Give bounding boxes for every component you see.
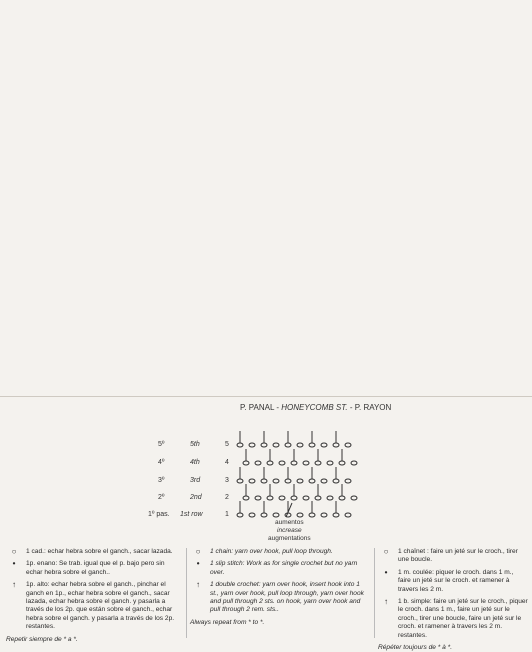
legend-item	[6, 548, 182, 556]
chain-mark	[249, 443, 255, 447]
chain-mark	[309, 443, 315, 447]
legend-item	[378, 598, 528, 640]
row-label-fr-3: 3	[225, 477, 229, 484]
slip-stitch-symbol-icon: •	[384, 567, 388, 577]
legend-footnote: Always repeat from * to *.	[190, 618, 265, 626]
chain-mark	[333, 443, 339, 447]
chain-mark	[237, 443, 243, 447]
chain-mark	[339, 496, 345, 500]
legend-text: 1 double crochet: yarn over hook, insert hook into 1 st., yarn over hook, pull loop through, yarn over hook and pull through 2 sts. on hook, yarn over hook and pull through 2 rem. sts..	[210, 581, 364, 614]
chain-mark	[285, 443, 291, 447]
chain-mark	[345, 443, 351, 447]
row-label-es-4: 4º	[158, 459, 165, 466]
row-label-fr-1: 1	[225, 511, 229, 518]
chain-mark	[291, 496, 297, 500]
chain-mark	[327, 496, 333, 500]
row-label-en-2: 2nd	[190, 494, 202, 501]
legend-text: 1 slip stitch: Work as for single crochet but no yarn over.	[210, 560, 358, 576]
chain-mark	[309, 513, 315, 517]
chain-mark	[351, 496, 357, 500]
legend-spanish	[6, 548, 182, 644]
chain-symbol-icon: ○	[195, 547, 201, 556]
row-label-fr-4: 4	[225, 459, 229, 466]
chain-symbol-icon: ○	[11, 547, 17, 556]
chain-mark	[321, 513, 327, 517]
slip-stitch-symbol-icon: •	[12, 559, 16, 569]
chain-mark	[273, 443, 279, 447]
chain-mark	[345, 479, 351, 483]
row-label-es-3: 3º	[158, 477, 165, 484]
chain-mark	[315, 496, 321, 500]
legend-divider	[186, 548, 187, 638]
chain-mark	[345, 513, 351, 517]
chain-mark	[327, 461, 333, 465]
chain-mark	[333, 513, 339, 517]
legend-text: 1 chain: yarn over hook, pull loop through.	[210, 548, 333, 555]
chain-mark	[255, 496, 261, 500]
legend-footnote: Répéter toujours de * à *.	[378, 644, 453, 652]
increase-note-en: increase	[277, 527, 302, 534]
chain-mark	[291, 461, 297, 465]
chain-mark	[297, 513, 303, 517]
chain-mark	[351, 461, 357, 465]
increase-note-fr: augmentations	[268, 535, 311, 542]
chain-mark	[315, 461, 321, 465]
diagram-title-en: HONEYCOMB ST.	[281, 403, 348, 412]
chain-mark	[267, 461, 273, 465]
row-label-en-1: 1st row	[180, 511, 203, 518]
chain-mark	[249, 479, 255, 483]
row-label-fr-2: 2	[225, 494, 229, 501]
legend-item	[6, 581, 182, 631]
double-stitch-symbol-icon: ↑	[196, 580, 200, 590]
chain-mark	[297, 443, 303, 447]
legend-footnote: Repetir siempre de * a *.	[6, 635, 78, 643]
double-stitch-symbol-icon: ↑	[12, 580, 16, 590]
chain-mark	[303, 461, 309, 465]
chain-mark	[279, 461, 285, 465]
legend-text: 1 b. simple: faire un jeté sur le croch., piquer le croch. dans 1 m., faire un jeté sur le croch., tirer une boucle, faire un jeté sur le croch. et ramener à travers les 2 m. restantes.	[398, 598, 528, 639]
chain-mark	[273, 513, 279, 517]
chain-mark	[267, 496, 273, 500]
legend-item	[378, 548, 528, 565]
legend-french	[378, 548, 528, 652]
legend-item	[6, 560, 182, 577]
chain-mark	[243, 496, 249, 500]
double-stitch-symbol-icon: ↑	[384, 597, 388, 607]
chain-mark	[237, 513, 243, 517]
diagram-title: P. PANAL - HONEYCOMB ST. - P. RAYON	[240, 403, 392, 412]
increase-note	[268, 519, 311, 543]
chain-mark	[303, 496, 309, 500]
diagram-title-es: P. PANAL	[240, 403, 275, 412]
legend-item	[190, 581, 370, 615]
stitch-chart	[0, 397, 532, 547]
diagram-title-fr: P. RAYON	[354, 403, 392, 412]
legend-text: 1p. enano: Se trab. igual que el p. bajo pero sin echar hebra sobre el ganch..	[26, 560, 165, 576]
legend-text: 1 cad.: echar hebra sobre el ganch., sacar lazada.	[26, 548, 173, 555]
chain-mark	[249, 513, 255, 517]
stitch-diagram	[0, 396, 532, 547]
row-label-es-2: 2º	[158, 494, 165, 501]
chain-mark	[261, 443, 267, 447]
chain-mark	[237, 479, 243, 483]
legend-item	[190, 548, 370, 556]
chain-mark	[333, 479, 339, 483]
row-label-en-4: 4th	[190, 459, 200, 466]
chain-mark	[309, 479, 315, 483]
chain-mark	[261, 513, 267, 517]
chain-mark	[261, 479, 267, 483]
slip-stitch-symbol-icon: •	[196, 559, 200, 569]
chain-mark	[285, 479, 291, 483]
legend-text: 1 m. coulée: piquer le croch. dans 1 m., faire un jeté sur le croch. et ramener à travers les 2 m.	[398, 568, 514, 593]
chain-mark	[279, 496, 285, 500]
chain-mark	[297, 479, 303, 483]
row-label-fr-5: 5	[225, 441, 229, 448]
chain-mark	[255, 461, 261, 465]
chain-mark	[243, 461, 249, 465]
row-label-es-5: 5º	[158, 441, 165, 448]
row-label-es-1: 1º pas.	[148, 511, 170, 518]
legend-english	[190, 548, 370, 627]
legend-item	[190, 560, 370, 577]
legend-divider	[374, 548, 375, 638]
chain-mark	[339, 461, 345, 465]
legend-text: 1 chaînet : faire un jeté sur le croch., tirer une boucle.	[398, 548, 518, 564]
chain-mark	[273, 479, 279, 483]
chain-mark	[321, 443, 327, 447]
legend-text: 1p. alto: echar hebra sobre el ganch., pinchar el ganch en 1p., echar hebra sobre el ganch., sacar lazada, echar hebra sobre el ganch. y pasarla a través de los 2p. que están sobre el ganch., echar hebra sobre el ganch. y pasarla a través de los 2p. restantes.	[26, 581, 175, 631]
legend-item	[378, 569, 528, 594]
chain-mark	[321, 479, 327, 483]
increase-note-es: aumentos	[275, 519, 304, 526]
chain-symbol-icon: ○	[383, 547, 389, 556]
row-label-en-3: 3rd	[190, 477, 201, 484]
row-label-en-5: 5th	[190, 441, 200, 448]
